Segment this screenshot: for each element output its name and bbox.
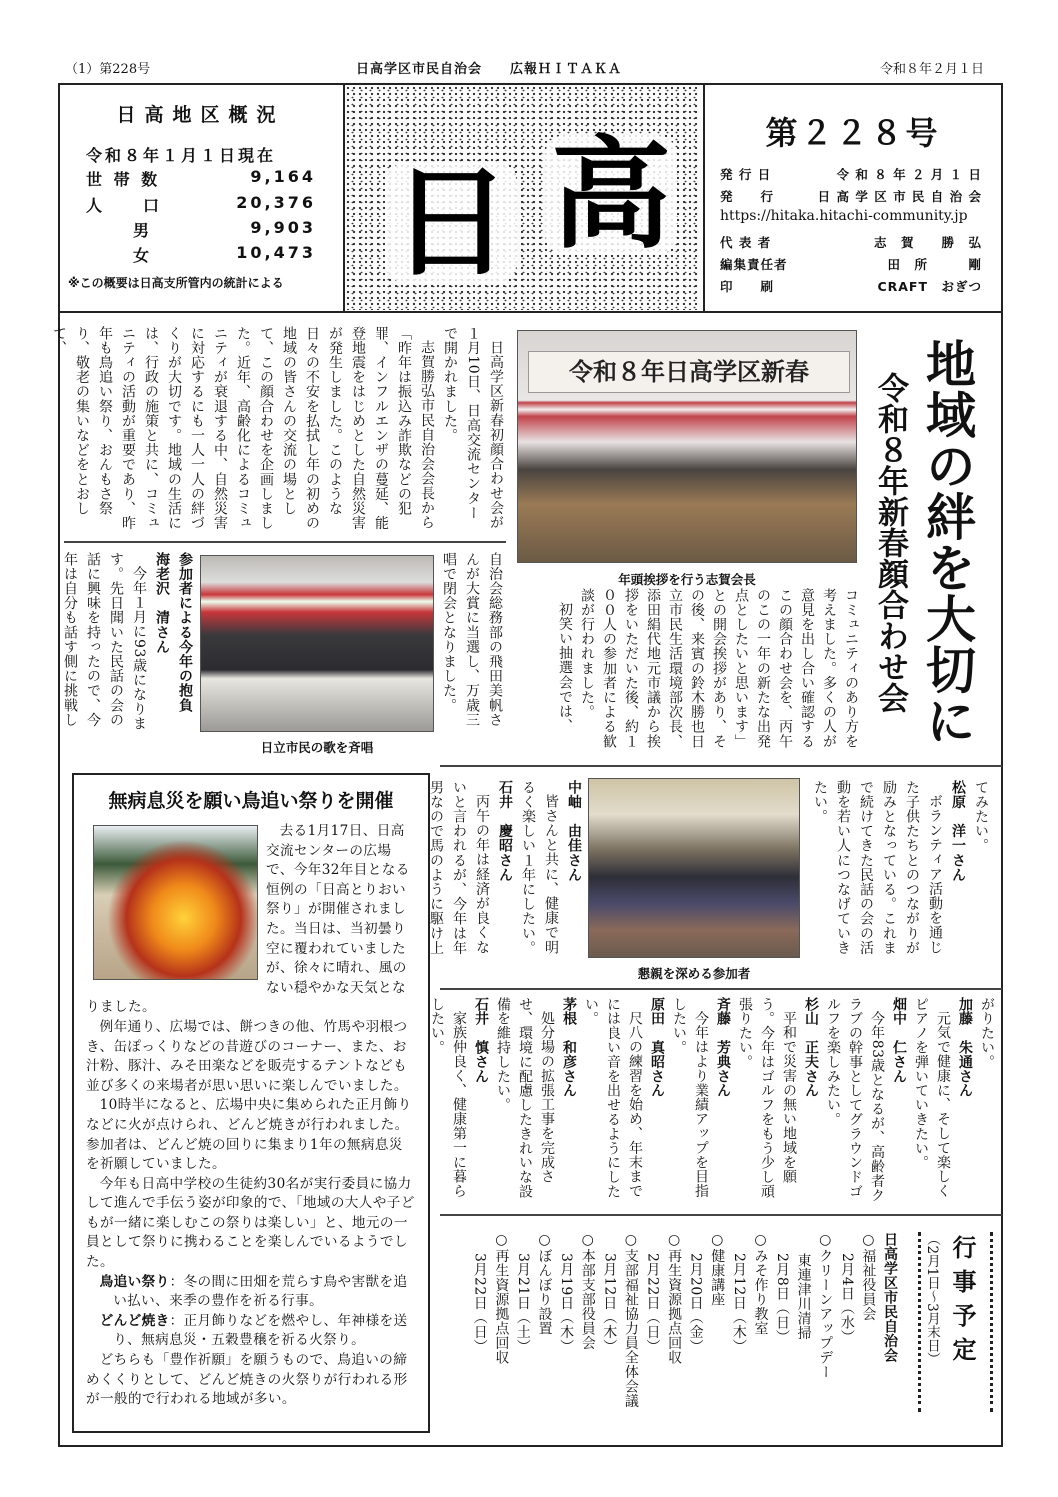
schedule-item: ○クリーンアップデー	[817, 1232, 834, 1379]
definition	[86, 1273, 416, 1312]
main-headline: 地域の絆を大切に	[918, 338, 976, 746]
overview-title: 日高地区概況	[116, 104, 285, 126]
person-name: 加藤 朱通さん	[957, 997, 973, 1098]
paragraph: 初笑い抽選会では、	[557, 602, 573, 734]
person-comment: 家族仲良く、健康第一に暮らしたい。	[429, 997, 467, 1199]
resolutions-heading: 参加者による今年の抱負	[177, 552, 193, 713]
divider	[440, 765, 1002, 767]
row-label: 男	[114, 221, 153, 240]
row-value: 20,376	[236, 193, 316, 212]
overview-row	[86, 193, 316, 216]
divider	[440, 1214, 1002, 1216]
issue-title: 第２２８号	[765, 114, 941, 152]
overview-note: ※この概要は日高支所管内の統計による	[68, 276, 284, 290]
masthead-char: 高	[545, 135, 677, 255]
resolutions-block	[812, 780, 992, 960]
photo-caption: 懇親を深める参加者	[637, 966, 751, 981]
paragraph: 今年も日高中学校の生徒約30名が実行委員に協力して進んで手伝う姿が印象的で、「地域の大人や子どもが一緒に楽しむこの祭りは楽しい」と、地元の一員として祭りに携わることを楽しんでいるようでした。	[86, 1175, 415, 1271]
schedule-range: （2月1日〜3月末日）	[924, 1232, 940, 1366]
person-name: 中岫 由佳さん	[566, 780, 582, 883]
value: 志 賀 勝 弘	[873, 235, 982, 250]
publisher-row	[720, 187, 982, 205]
paragraph: 自治会総務部の飛田美帆さんが大賞に当選し、万歳三唱で閉会となりました。	[441, 552, 503, 728]
row-label: 世 帯 数	[86, 170, 161, 189]
tori-article-title: 無病息災を願い鳥追い祭りを開催	[108, 790, 394, 812]
value: 令 和 ８ 年 ２ 月 １ 日	[836, 167, 982, 182]
photo-caption: 年頭挨拶を行う志賀会長	[618, 572, 756, 587]
overview-as-of	[86, 143, 316, 166]
schedule-item: ○福祉役員会	[860, 1232, 877, 1321]
schedule-list	[440, 1232, 900, 1417]
person-name: 石井 慶昭さん	[497, 780, 513, 883]
person-name: 茅根 和彦さん	[561, 997, 577, 1098]
definition	[86, 1312, 416, 1351]
paragraph: 去る1月17日、日高交流センターの広場で、今年32年目となる恒例の「日高とりおい祭り」が開催されました。当日は、当初曇り空に覆われていましたが、徐々に晴れ、風のない穏やかな天気となりました。	[86, 823, 410, 1016]
schedule-item: ○みそ作り教室	[752, 1232, 769, 1336]
schedule-item: ○再生資源拠点回収	[666, 1232, 683, 1365]
person-name: 石井 慎さん	[473, 997, 489, 1084]
overview-row	[86, 167, 316, 190]
schedule-date: 2月20日（金）	[687, 1253, 704, 1354]
photo-speaker	[517, 330, 857, 563]
schedule-item: ○ぼんぼり設置	[536, 1232, 553, 1336]
schedule-org: 日高学区市民自治会	[882, 1232, 898, 1363]
overview-row	[86, 218, 316, 241]
wavy-border	[990, 1232, 993, 1412]
row-label: 女	[114, 246, 153, 265]
banner-in-photo: 令和８年日高学区新春	[528, 351, 850, 393]
person-comment: 尺八の練習を始め、年末までには良い音を出せるようにしたい。	[583, 997, 643, 1199]
person-name: 杉山 正夫さん	[803, 997, 819, 1098]
schedule-date: 3月22日（日）	[471, 1253, 488, 1354]
paragraph: コミュニティのあり方を考えました。多くの人が意見を出し合い確認するこの顔合わせ会を、丙午のこの一年の新たな出発点としたいと思います」との開会挨拶があり、その後、来賓の鈴木勝也日立市民生活環境部次長、添田絹代地元市議から挨拶をいただいた後、約１００人の参加者による歓談が行われました。	[579, 588, 859, 749]
person-name: 斉藤 芳典さん	[715, 997, 731, 1098]
row-value: 9,903	[250, 218, 316, 237]
overview-row	[86, 243, 316, 266]
person-comment: 平和で災害の無い地域を願う。今年はゴルフをもう少し頑張りたい。	[737, 997, 797, 1199]
row-label: 人 口	[86, 196, 163, 215]
person-comment: 処分場の拡張工事を完成させ、環境に配慮したきれいな設備を維持したい。	[495, 997, 555, 1199]
photo-caption: 日立市民の歌を斉唱	[260, 740, 374, 755]
paragraph: 例年通り、広場では、餅つきの他、竹馬や羽根つき、缶ぽっくりなどの昔遊びのコーナー、また、お汁粉、豚汁、みそ田楽などを販売するテントなども並び多くの来場者が思い思いに楽しんでいました。	[86, 1018, 408, 1094]
issue-date: 令和８年２月１日	[880, 62, 985, 77]
resolutions-block	[429, 997, 998, 1209]
person-comment: 皆さんと共に、健康で明るく楽しい１年にしたい。	[520, 780, 559, 956]
schedule-date: 2月8日（日）	[774, 1253, 791, 1345]
as-of-date: 令和８年１月１日現在	[86, 146, 277, 165]
label: 発 行	[720, 189, 775, 204]
person-name: 海老沢 清さん	[154, 552, 170, 655]
row-value: 10,473	[236, 243, 316, 262]
person-comment: 今年はより業績アップを目指したい。	[671, 997, 709, 1199]
schedule-date: 2月12日（木）	[730, 1253, 747, 1354]
person-comment: 今年１月に93歳になります。先日聞いた民話の会の話に興味を持ったので、今年は自分も話す側に挑戦し	[62, 552, 147, 732]
value: 田 所 剛	[887, 257, 982, 272]
masthead-logo	[345, 85, 701, 310]
schedule-item: ○支部福祉協力員全体会議	[622, 1232, 639, 1408]
person-comment: 元気で健康に、そして楽しくピアノを弾いていきたい。	[913, 997, 951, 1199]
term-definition: ：冬の間に田畑を荒らす鳥や害獣を追い払い、来季の豊作を祈る行事。	[113, 1273, 408, 1310]
label: 編集責任者	[720, 257, 788, 272]
label: 代 表 者	[720, 235, 772, 250]
schedule-sub: 東連津川清掃	[795, 1253, 812, 1340]
person-comment: 丙午の年は経済が良くないと言われるが、今年は年男なので馬のように駆け上	[428, 780, 490, 956]
wavy-border	[918, 1232, 921, 1412]
main-subheadline: 令和８年新春顔合わせ会	[872, 372, 908, 713]
value: 日 高 学 区 市 民 自 治 会	[817, 189, 982, 204]
masthead-char: 日	[385, 163, 517, 283]
schedule-date: 2月4日（水）	[838, 1253, 855, 1345]
schedule-date: 2月22日（日）	[644, 1253, 661, 1354]
schedule-date: 3月21日（土）	[514, 1253, 531, 1354]
divider	[440, 988, 1002, 990]
person-name: 原田 真昭さん	[649, 997, 665, 1098]
photo-mingling	[588, 778, 800, 958]
person-comment: ボランティア活動を通じた子供たちとのつながりが励みとなっている。これまで続けてきた民話の会の活動を若い人につなげていきたい。	[812, 780, 943, 956]
schedule-title: 行事予定	[948, 1235, 976, 1371]
paragraph: 日高学区新春初顔合わせ会が１月10日、日高交流センターで開かれました。	[442, 326, 504, 530]
term: 鳥追い祭り	[99, 1273, 170, 1290]
website-link[interactable]: https://hitaka.hitachi-community.jp	[720, 208, 968, 224]
schedule-item: ○再生資源拠点回収	[493, 1232, 510, 1365]
value: CRAFT おぎつ	[877, 279, 982, 294]
article-text-b	[440, 552, 506, 732]
schedule-date: 3月12日（木）	[601, 1253, 618, 1354]
tori-article-text	[86, 822, 416, 1410]
publisher-row	[720, 233, 982, 251]
person-comment: がりたい。	[979, 997, 995, 1069]
label: 印 刷	[720, 279, 775, 294]
resolutions-block	[62, 552, 196, 732]
paragraph: 10時半になると、広場中央に集められた正月飾りなどに火が点けられ、どんど焼きが行われました。参加者は、どんど焼の回りに集まり1年の無病息災を祈願していました。	[86, 1097, 412, 1173]
schedule-item: ○本部支部役員会	[579, 1232, 596, 1350]
row-value: 9,164	[250, 167, 316, 186]
term: どんど焼き	[99, 1312, 170, 1329]
issue-number: （1）第228号	[65, 62, 151, 77]
publisher-row	[720, 277, 982, 295]
person-comment: 今年83歳となるが、高齢者クラブの幹事としてグラウンドゴルフを楽しみたい。	[825, 997, 885, 1203]
person-name: 松原 洋一さん	[950, 780, 966, 883]
schedule-item: ○健康講座	[709, 1232, 726, 1307]
article-text-a	[51, 326, 507, 534]
divider	[58, 311, 1003, 313]
publisher-row	[720, 165, 982, 183]
schedule-date: 3月19日（木）	[558, 1253, 575, 1354]
photo-singing	[200, 555, 434, 732]
divider	[64, 541, 506, 543]
paragraph: 志賀勝弘市民自治会会長から「昨年は振込み詐欺などの犯罪、インフルエンザの蔓延、能登地震をはじめとした自然災害が発生しました。このような日々の不安を払拭し年の初めの地域の皆さんの交流の場として、この顔合わせを企画しました。近年、高齢化によるコミュニティが衰退する中、自然災害に対応するにも一人一人の絆づくりが大切です。地域の生活には、行政の施策と共に、コミュニティの活動が重要であり、昨年も鳥追い祭り、おんもさ祭り、敬老の集いなどをとおして、	[51, 326, 435, 531]
person-comment: てみたい。	[973, 780, 989, 853]
publisher-row	[720, 255, 982, 273]
paragraph: どちらも「豊作祈願」を願うもので、鳥追いの締めくくりとして、どんど焼きの火祭りが行われる形が一般的で行われる地域が多い。	[86, 1352, 408, 1408]
float-spacer	[86, 822, 266, 988]
publication-name: 日高学区市民自治会 広報ＨＩＴＡＫＡ	[356, 62, 623, 77]
person-name: 畑中 仁さん	[891, 997, 907, 1084]
term-definition: ：正月飾りなどを燃やし、年神様を送り、無病息災・五穀豊穣を祈る火祭り。	[113, 1312, 408, 1349]
label: 発 行 日	[720, 167, 772, 182]
resolutions-block	[428, 780, 585, 960]
article-text-c	[506, 588, 862, 754]
